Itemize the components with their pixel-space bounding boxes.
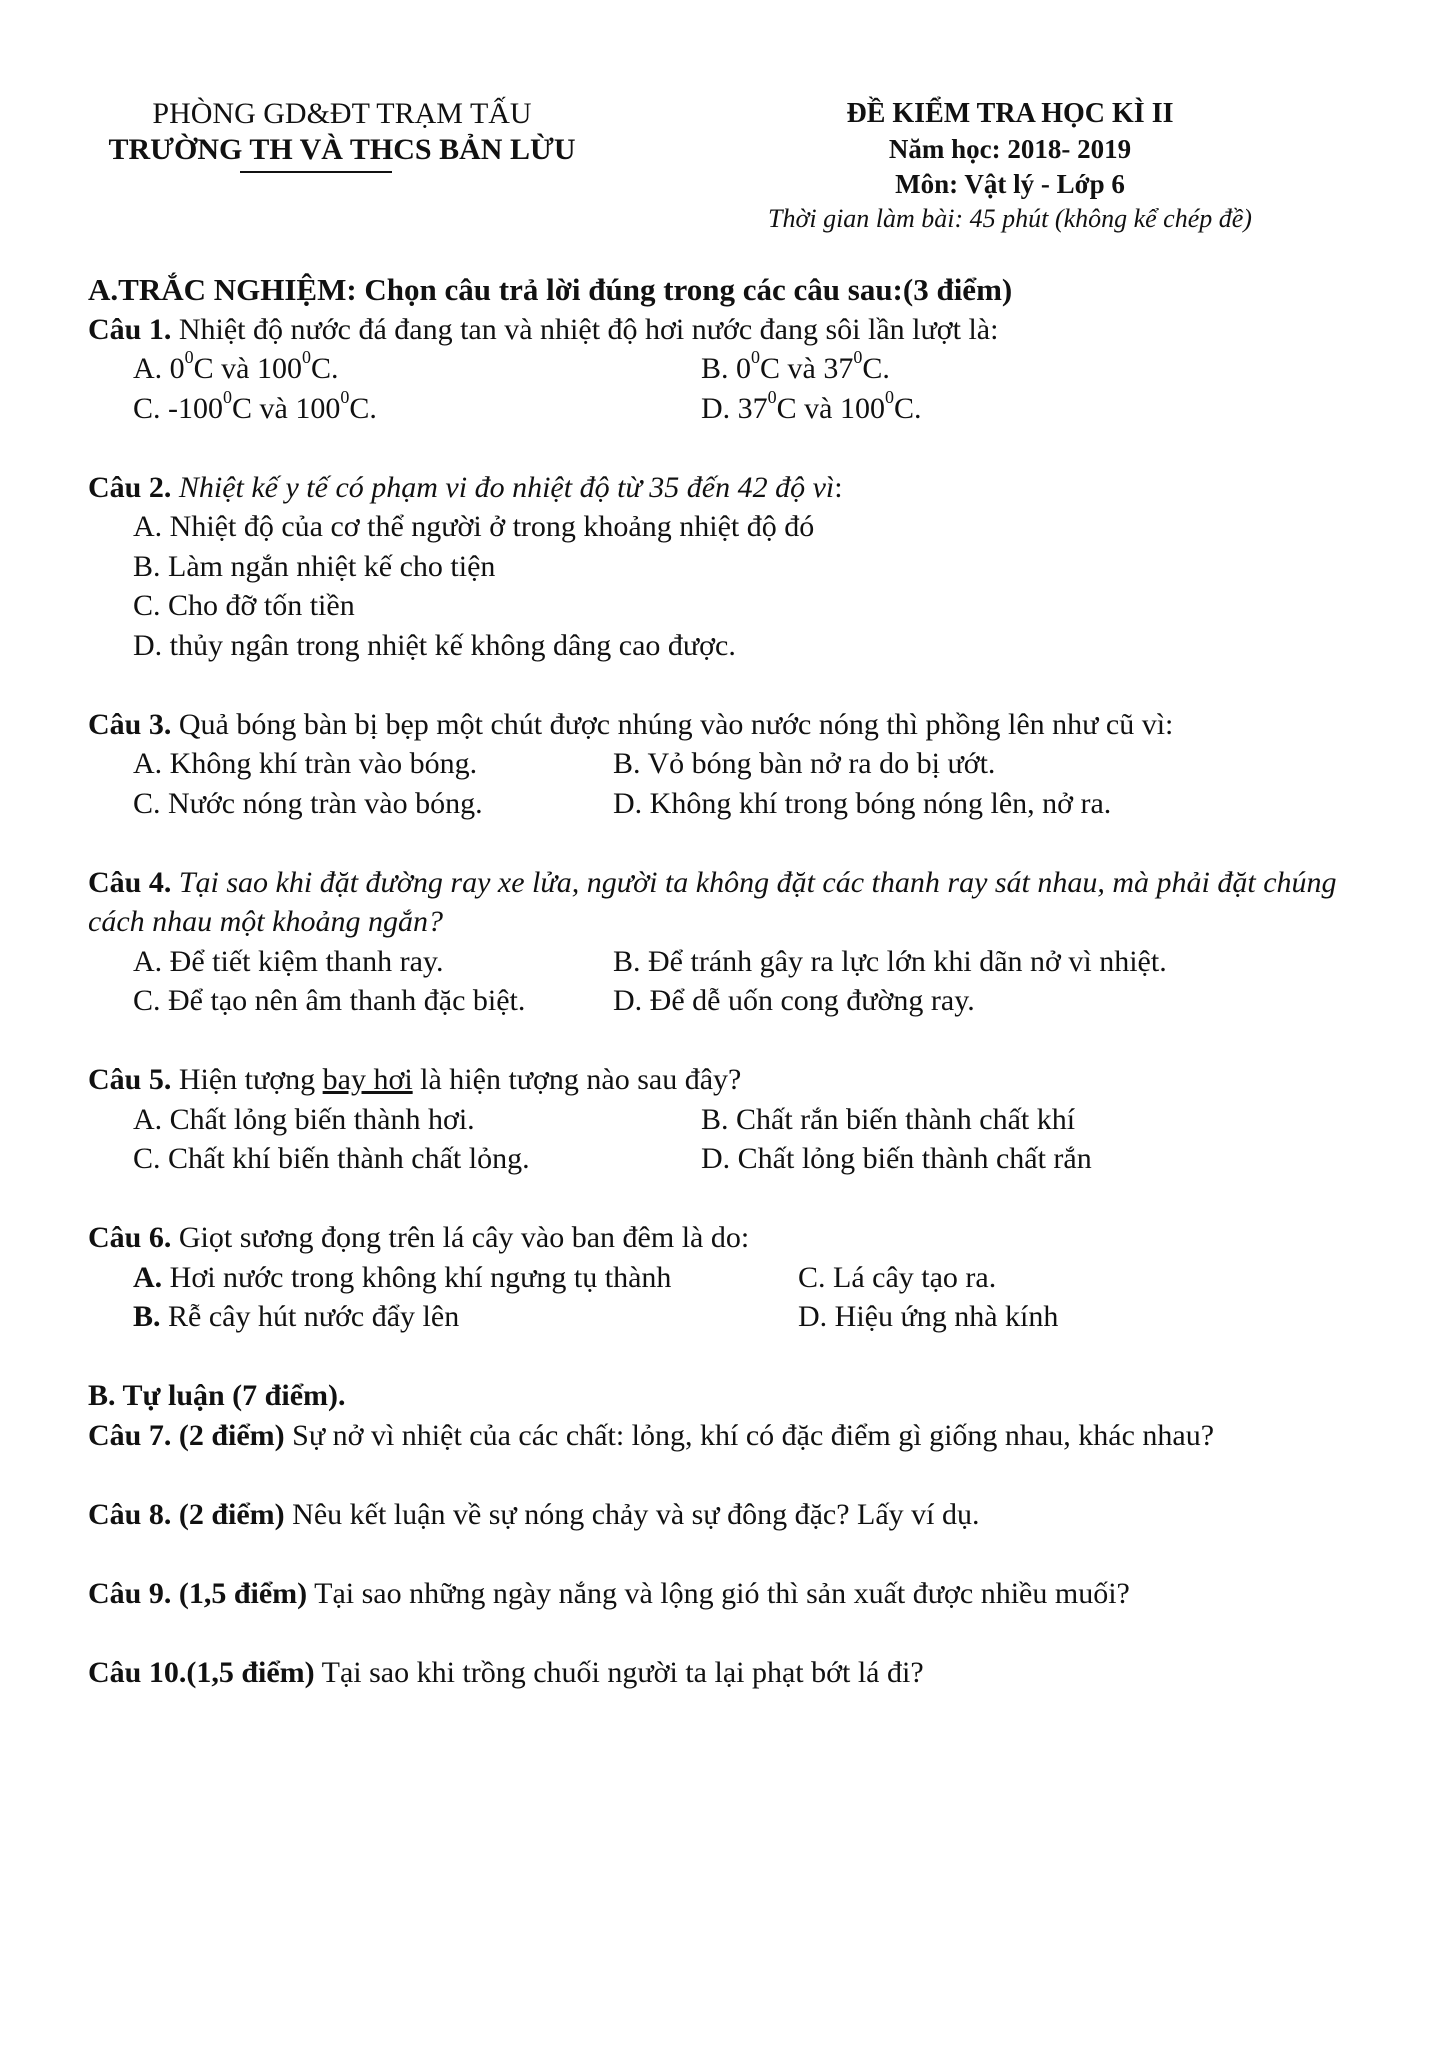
question-1-options — [133, 349, 1388, 428]
question-number: Câu 5. — [88, 1063, 172, 1096]
option-d: D. Để dễ uốn cong đường ray. — [613, 984, 975, 1017]
question-text: Tại sao khi trồng chuối người ta lại phạt bớt lá đi? — [314, 1655, 924, 1689]
question-text: Nhiệt kế y tế có phạm vi đo nhiệt độ từ 35 đến 42 độ vì — [171, 470, 835, 504]
option-c: C. Lá cây tạo ra. — [798, 1260, 997, 1294]
option-a: A. Chất lỏng biến thành hơi. — [133, 1102, 475, 1136]
section-a-title: A.TRẮC NGHIỆM: Chọn câu trả lời đúng trong các câu sau:(3 điểm) — [88, 272, 1013, 307]
question-7 — [88, 1416, 1388, 1456]
option-d: D. $37^0C$ và $100^0C$. — [701, 386, 922, 425]
question-5 — [88, 1060, 1388, 1100]
question-10 — [88, 1653, 1388, 1693]
school-name: TRƯỜNG TH VÀ THCS BẢN LỪU — [108, 133, 576, 166]
school-header — [92, 96, 592, 168]
question-3 — [88, 705, 1388, 745]
question-colon: : — [834, 470, 843, 504]
question-number: Câu 8. (2 điểm) — [88, 1497, 285, 1531]
question-4 — [88, 863, 1388, 942]
option-d: D. Không khí trong bóng nóng lên, nở ra. — [613, 786, 1112, 820]
question-text: Giọt sương đọng trên lá cây vào ban đêm là do: — [171, 1221, 750, 1254]
school-year: Năm học: 2018- 2019 — [888, 134, 1132, 164]
exam-body — [88, 270, 1388, 1692]
question-6 — [88, 1218, 1388, 1258]
option-b: B. Vỏ bóng bàn nở ra do bị ướt. — [613, 747, 996, 780]
option-b: B. Làm ngắn nhiệt kế cho tiện — [133, 549, 496, 583]
option-c: C. Cho đỡ tốn tiền — [133, 589, 355, 622]
option-a: A. Hơi nước trong không khí ngưng tụ thành — [133, 1260, 672, 1294]
option-b: B. Để tránh gây ra lực lớn khi dãn nở vì nhiệt. — [613, 944, 1167, 978]
option-d: D. thủy ngân trong nhiệt kế không dâng cao được. — [133, 628, 736, 662]
question-6-options — [133, 1258, 1388, 1337]
question-text: Sự nở vì nhiệt của các chất: lỏng, khí có đặc điểm gì giống nhau, khác nhau? — [284, 1418, 1215, 1452]
question-number: Câu 10.(1,5 điểm) — [88, 1655, 315, 1689]
question-text: Quả bóng bàn bị bẹp một chút được nhúng vào nước nóng thì phồng lên như cũ vì: — [171, 707, 1174, 741]
question-4-options — [133, 942, 1388, 1021]
question-number: Câu 3. — [88, 707, 172, 741]
option-a: A. Để tiết kiệm thanh ray. — [133, 944, 444, 978]
question-5-options — [133, 1100, 1388, 1179]
question-text: Nhiệt độ nước đá đang tan và nhiệt độ hơi nước đang sôi lần lượt là: — [171, 312, 999, 346]
question-1 — [88, 310, 1388, 350]
option-b: B. Chất rắn biến thành chất khí — [701, 1102, 1076, 1136]
subject-grade: Môn: Vật lý - Lớp 6 — [895, 169, 1125, 199]
question-text: Nêu kết luận về sự nóng chảy và sự đông đặc? Lấy ví dụ. — [284, 1497, 980, 1531]
header-divider — [240, 171, 392, 173]
question-number: Câu 6. — [88, 1221, 172, 1254]
option-d: D. Hiệu ứng nhà kính — [798, 1300, 1059, 1333]
option-c: C. Nước nóng tràn vào bóng. — [133, 786, 483, 820]
question-9 — [88, 1574, 1388, 1614]
question-number: Câu 9. (1,5 điểm) — [88, 1576, 308, 1610]
option-a: A. Nhiệt độ của cơ thể người ở trong khoảng nhiệt độ đó — [133, 510, 815, 543]
question-number: Câu 2. — [88, 470, 172, 504]
question-8 — [88, 1495, 1388, 1535]
underlined-term: bay hơi — [322, 1063, 413, 1096]
option-a: A. Không khí tràn vào bóng. — [133, 747, 478, 780]
option-c: C. Chất khí biến thành chất lỏng. — [133, 1142, 530, 1175]
question-2-options — [133, 507, 1388, 665]
question-text-end: là hiện tượng nào sau đây? — [412, 1063, 742, 1096]
department-name: PHÒNG GD&ĐT TRẠM TẤU — [152, 97, 532, 130]
section-b-title: B. Tự luận (7 điểm). — [88, 1379, 346, 1412]
time-allowed: Thời gian làm bài: 45 phút (không kể chép đề) — [768, 204, 1252, 233]
question-number: Câu 4. — [88, 865, 172, 899]
question-2 — [88, 468, 1388, 508]
question-number: Câu 7. (2 điểm) — [88, 1418, 285, 1452]
question-number: Câu 1. — [88, 312, 172, 346]
option-c: C. $-100^0C$ và $100^0C$. — [133, 386, 377, 425]
question-text: Tại sao khi đặt đường ray xe lửa, người ta không đặt các thanh ray sát nhau, mà phải đặt chúng cách nhau một khoảng ngắn? — [88, 865, 1337, 938]
question-text: Hiện tượng — [171, 1063, 323, 1096]
question-3-options — [133, 744, 1388, 823]
option-b: B. $0^0C$ và $37^0C$. — [701, 347, 890, 385]
exam-title: ĐỀ KIỂM TRA HỌC KÌ II — [846, 98, 1174, 129]
option-d: D. Chất lỏng biến thành chất rắn — [701, 1142, 1092, 1175]
option-a: A. $0^0C$ và $100^0C$. — [133, 347, 339, 385]
question-text: Tại sao những ngày nắng và lộng gió thì sản xuất được nhiều muối? — [307, 1576, 1130, 1610]
option-c: C. Để tạo nên âm thanh đặc biệt. — [133, 984, 526, 1017]
option-b: B. Rễ cây hút nước đẩy lên — [133, 1300, 460, 1333]
exam-header — [640, 96, 1380, 236]
